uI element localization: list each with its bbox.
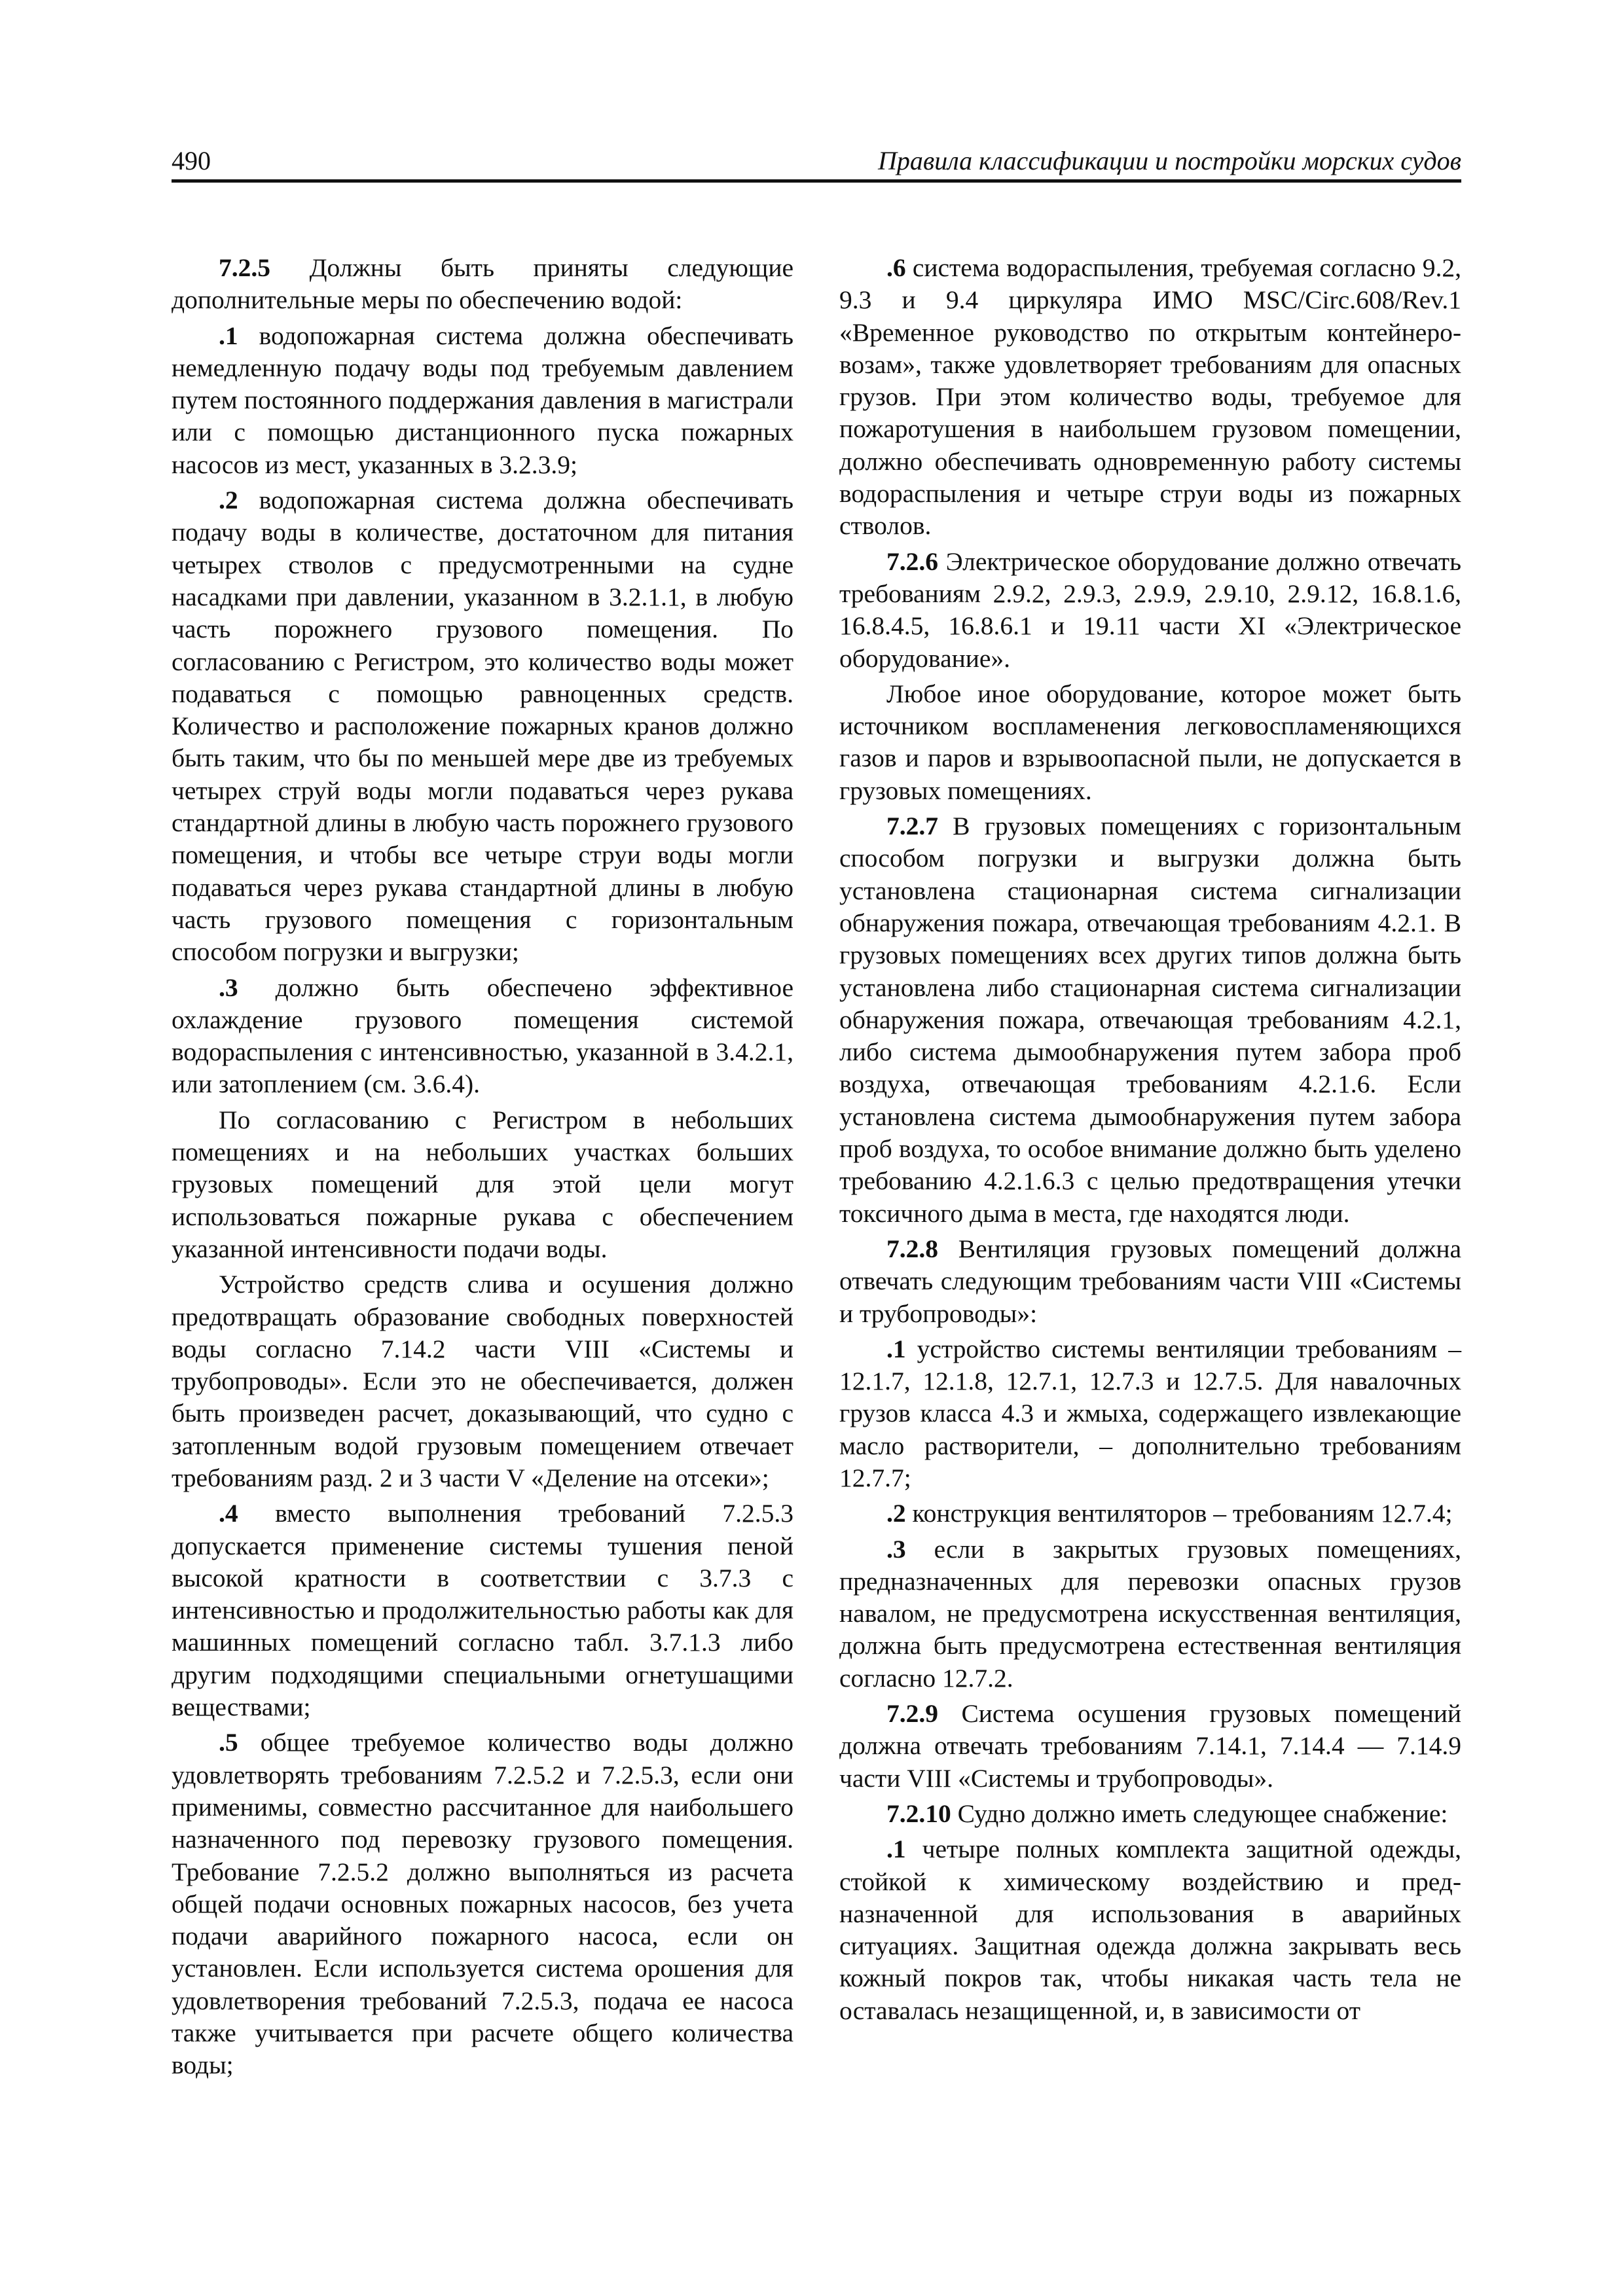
paragraph — [839, 810, 1461, 1230]
paragraph-text: Система осушения грузовых помещений должна отвечать требованиям 7.14.1, 7.14.4 — 7.14.9 части VIII «Системы и трубопроводы». — [839, 1699, 1461, 1793]
paragraph-text: Устройство средств слива и осушения должно предотвращать образование свободных поверхностей воды согласно 7.14.2 части VIII «Системы и трубопроводы». Если это не обеспечивается, должен быть произведен расчет, доказывающий, что судно с затопленным водой грузовым помещением отвечает требованиям разд. 2 и 3 части V «Деление на отсеки»; — [172, 1270, 793, 1492]
running-title: Правила классификации и постройки морских судов — [877, 146, 1461, 175]
clause-number: 7.2.9 — [886, 1699, 938, 1729]
paragraph — [172, 1104, 793, 1265]
paragraph-text: водопожарная система должна обеспечивать подачу воды в количестве, достаточном для питания четырех стволов с предусмотренными на судне насадками при давлении, указанном в 3.2.1.1, в любую часть порожнего грузового помещения. По согласованию с Регистром, это количество воды может подаваться с помощью равноценных средств. Количество и расположение пожарных кранов должно быть таким, что бы по меньшей мере две из требуемых четырех струй воды могли подаваться через рукава стандартной длины в любую часть порожнего грузового помещения, и чтобы все четыре струи воды могли подаваться через рукава стандартной длины в любую часть грузового помещения с горизонтальным способом погрузки и выгрузки; — [172, 486, 793, 967]
paragraph-text: система водораспыления, требуемая согласно 9.2, 9.3 и 9.4 циркуляра ИМО MSC/Circ.608/Rev.1 «Временное руководство по открытым контейнеровозам», также удовлетворяет требованиям для опасных грузов. При этом количество воды, требуемое для пожаротушения в наибольшем грузовом помещении, должно обеспечивать одновременную работу системы водораспыления и четыре струи воды из пожарных стволов. — [839, 253, 1461, 541]
paragraph — [172, 1498, 793, 1723]
paragraph — [839, 1233, 1461, 1330]
clause-number: 7.2.10 — [886, 1799, 951, 1828]
clause-number: .5 — [219, 1728, 238, 1757]
clause-number: .4 — [219, 1499, 238, 1528]
clause-number: .2 — [886, 1499, 906, 1528]
paragraph — [839, 1798, 1461, 1830]
paragraph-text: По согласованию с Регистром в небольших помещениях и на небольших участках больших грузовых помещений для этой цели могут использоваться пожарные рукава с обеспечением указанной интенсивности подачи воды. — [172, 1105, 793, 1263]
clause-number: 7.2.5 — [219, 253, 270, 282]
paragraph — [172, 320, 793, 481]
paragraph-text: конструкция вентиляторов – требованиям 12.7.4; — [905, 1499, 1453, 1528]
paragraph — [839, 1698, 1461, 1795]
paragraph — [839, 252, 1461, 543]
clause-number: .1 — [886, 1334, 906, 1363]
paragraph-text: должно быть обеспечено эффективное охлаждение грузового помещения системой водораспыления с интенсивностью, указанной в 3.4.2.1, или затоплением (см. 3.6.4). — [172, 973, 793, 1099]
paragraph-text: если в закрытых грузовых помещениях, предназначенных для перевозки опасных грузов навалом, не предусмотрена искусственная вентиляция, должна быть предусмотрена естественная вентиляция согласно 12.7.2. — [839, 1534, 1461, 1693]
paragraph-text: Электрическое оборудование должно отвечать требованиям 2.9.2, 2.9.3, 2.9.9, 2.9.10, 2.9.12, 16.8.1.6, 16.8.4.5, 16.8.6.1 и 19.11 части XI «Электрическое оборудование». — [839, 547, 1461, 673]
left-column — [172, 252, 793, 2085]
clause-number: 7.2.8 — [886, 1234, 938, 1263]
paragraph — [839, 546, 1461, 675]
paragraph-text: вместо выполнения требований 7.2.5.3 допускается применение системы тушения пеной высокой кратности в соответствии с 3.7.3 с интенсивностью и продолжительностью работы как для машинных помещений согласно табл. 3.7.1.3 либо другим подходящими специальными огнетушащими веществами; — [172, 1499, 793, 1722]
paragraph — [172, 1268, 793, 1494]
page-header — [172, 140, 1461, 183]
paragraph — [172, 484, 793, 968]
right-column — [839, 252, 1461, 2030]
paragraph-text: Судно должно иметь следующее снабжение: — [951, 1799, 1448, 1828]
clause-number: .1 — [886, 1835, 906, 1864]
paragraph-text: Вентиляция грузовых помещений должна отвечать следующим требованиям части VIII «Системы и трубопроводы»: — [839, 1234, 1461, 1328]
clause-number: 7.2.7 — [886, 812, 938, 841]
paragraph — [839, 1534, 1461, 1695]
paragraph-text: устройство системы вентиляции требованиям – 12.1.7, 12.1.8, 12.7.1, 12.7.3 и 12.7.5. Для навалочных грузов класса 4.3 и жмыха, содержащего извлекающие масло растворители, – дополнительно требованиям 12.7.7; — [839, 1334, 1461, 1492]
paragraph — [172, 972, 793, 1101]
paragraph — [839, 1333, 1461, 1494]
paragraph — [839, 1833, 1461, 2027]
paragraph-text: четыре полных комплекта защитной одежды, стойкой к химическому воздействию и предназначенной для использования в аварийных ситуациях. Защитная одежда должна закрывать весь кожный покров так, чтобы никакая часть тела не оставалась незащищенной, и, в зависимости от — [839, 1835, 1461, 2025]
clause-number: .3 — [219, 973, 238, 1002]
paragraph — [839, 678, 1461, 807]
paragraph-text: Должны быть приняты следующие дополнительные меры по обеспечению водой: — [172, 253, 793, 315]
page-number: 490 — [172, 146, 211, 175]
paragraph — [172, 252, 793, 317]
paragraph-text: В грузовых помещениях с горизонтальным способом погрузки и выгрузки должна быть установлена стационарная система сигнализации обнаружения пожара, отвечающая требованиям 4.2.1. В грузовых помещениях всех других типов должна быть установлена либо стационарная система сигнализации обнаружения пожара, отвечающая требованиям 4.2.1, либо система дымообнаружения путем забора проб воздуха, отвечающая требованиям 4.2.1.6. Если установлена система дымообнаружения путем забора проб воздуха, то особое внимание должно быть уделено требованию 4.2.1.6.3 с целью предотвращения утечки токсичного дыма в места, где находятся люди. — [839, 812, 1461, 1228]
paragraph-text: водопожарная система должна обеспечивать немедленную подачу воды под требуемым давлением путем постоянного поддержания давления в магистрали или с помощью дистанционного пуска пожарных насосов из мест, указанных в 3.2.3.9; — [172, 321, 793, 479]
clause-number: .2 — [219, 486, 238, 515]
clause-number: .1 — [219, 321, 238, 350]
paragraph — [172, 1727, 793, 2081]
clause-number: .3 — [886, 1534, 906, 1564]
clause-number: 7.2.6 — [886, 547, 938, 576]
paragraph-text: Любое иное оборудование, которое может быть источником воспламенения легковоспламеняющихся газов и паров и взрывоопасной пыли, не допускается в грузовых помещениях. — [839, 679, 1461, 805]
paragraph-text: общее требуемое количество воды должно удовлетворять требованиям 7.2.5.2 и 7.2.5.3, если они применимы, совместно рассчитанное для наибольшего назначенного под перевозку грузового помещения. Требование 7.2.5.2 должно выполняться из расчета общей подачи основных пожарных насосов, без учета подачи аварийного пожарного насоса, если он установлен. Если используется система орошения для удовлетворения требований 7.2.5.3, подача ее насоса также учитывается при расчете общего количества воды; — [172, 1728, 793, 2080]
paragraph — [839, 1498, 1461, 1530]
clause-number: .6 — [886, 253, 906, 282]
